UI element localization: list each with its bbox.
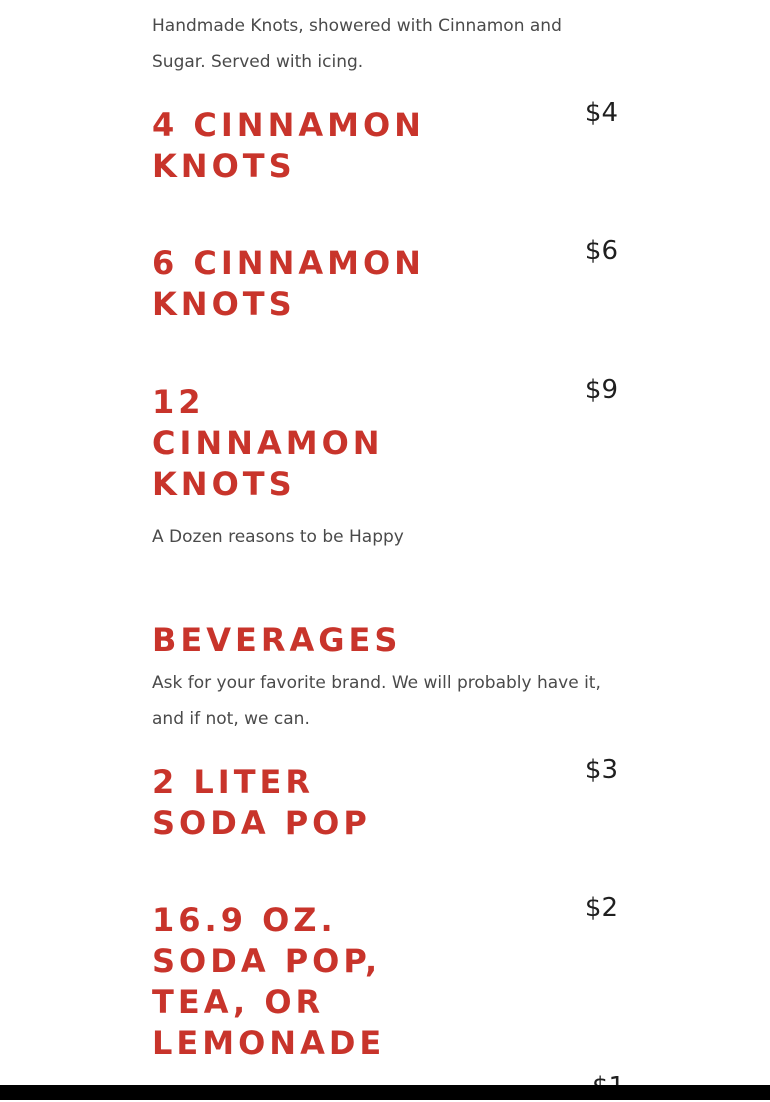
menu-item-price: $3 xyxy=(584,755,618,785)
menu-item-price: $4 xyxy=(584,98,618,128)
menu-item-name: 4 CINNAMON KNOTS xyxy=(152,106,425,185)
section-description-beverages: Ask for your favorite brand. We will probably have it, and if not, we can. xyxy=(152,673,601,729)
menu-item-name: 16.9 OZ. SODA POP, TEA, OR LEMONADE xyxy=(152,901,386,1062)
menu-item-note: A Dozen reasons to be Happy xyxy=(152,527,404,547)
menu-item-name: 2 LITER SODA POP xyxy=(152,763,371,842)
menu-item-price: $6 xyxy=(584,236,618,266)
menu-item-2-liter-soda xyxy=(152,755,618,844)
menu-item-12-knots xyxy=(152,375,618,555)
menu-item-name: 6 CINNAMON KNOTS xyxy=(152,244,425,323)
menu-item-name: 12 CINNAMON KNOTS xyxy=(152,383,384,503)
menu-item-price: $9 xyxy=(584,375,618,405)
section-description: Handmade Knots, showered with Cinnamon and Sugar. Served with icing. xyxy=(152,16,562,72)
menu-item-4-knots xyxy=(152,98,618,187)
section-title-beverages: BEVERAGES xyxy=(152,621,402,659)
menu-item-16oz-drinks xyxy=(152,893,618,1064)
menu-item-price: $2 xyxy=(584,893,618,923)
menu-item-6-knots xyxy=(152,236,618,325)
bottom-bar xyxy=(0,1085,770,1100)
